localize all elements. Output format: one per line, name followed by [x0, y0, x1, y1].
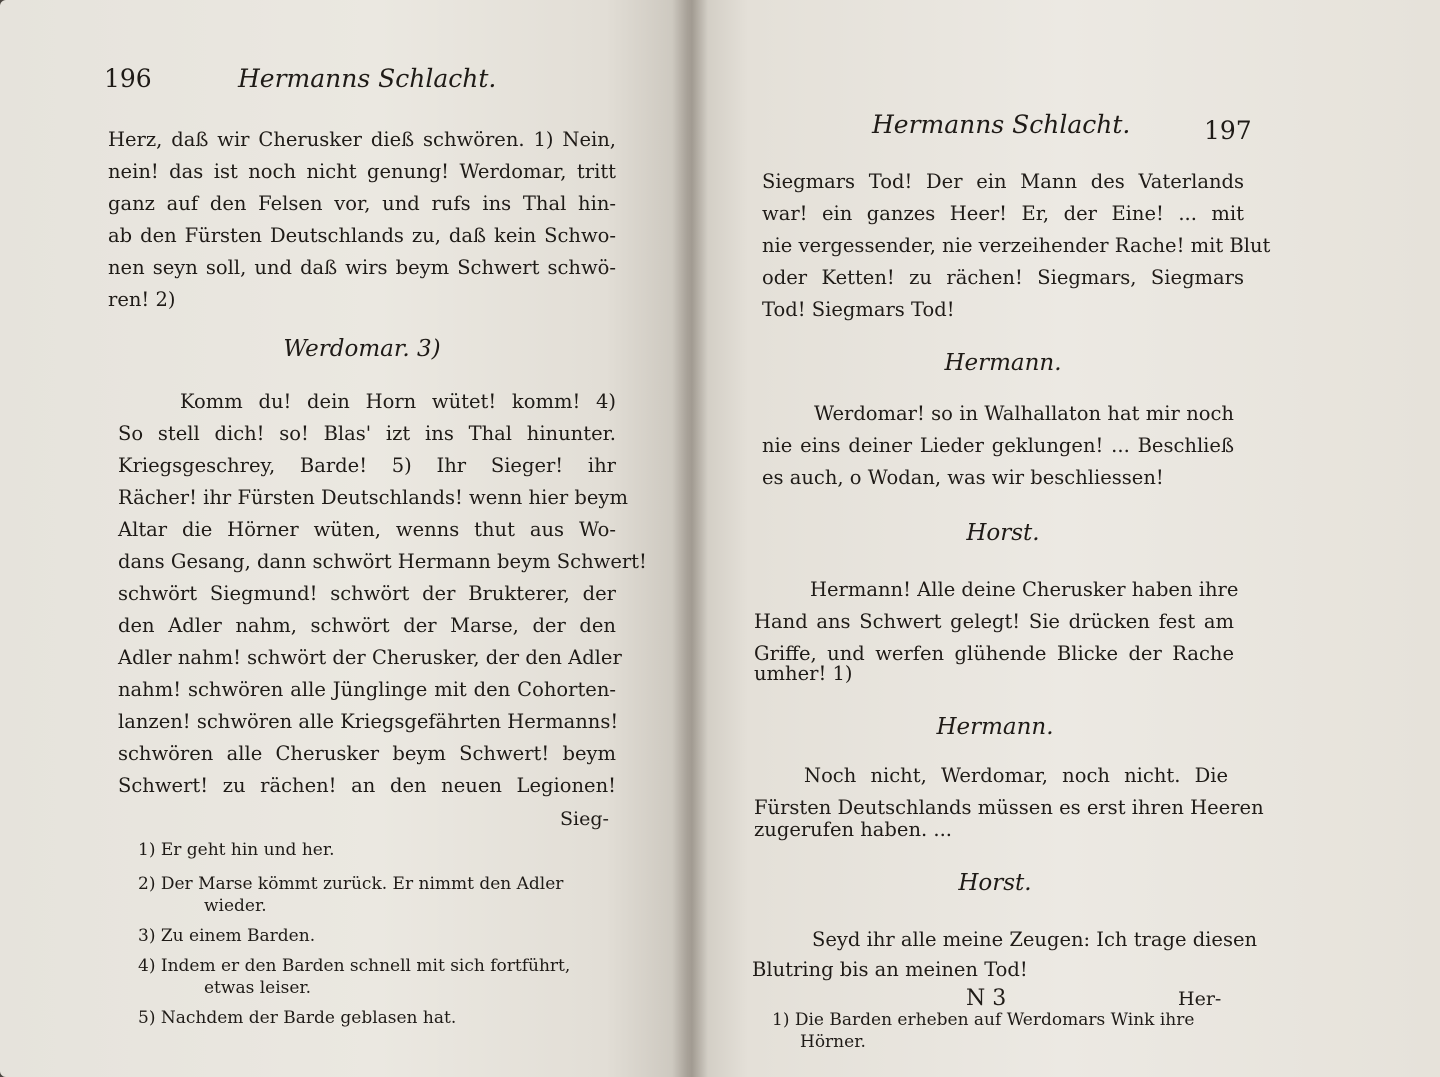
book-gutter	[672, 0, 708, 1077]
running-head: Hermanns Schlacht.	[872, 110, 1131, 139]
footnote: Hörner.	[800, 1032, 866, 1052]
text-line: es auch, o Wodan, was wir beschliessen!	[762, 466, 1164, 489]
text-line: Fürsten Deutschlands müssen es erst ihren Heeren	[754, 796, 1264, 819]
text-line: Werdomar! so in Walhallaton hat mir noch	[814, 402, 1234, 425]
text-line: ab den Fürsten Deutschlands zu, daß kein Schwo-	[108, 224, 616, 247]
footnote: 1) Die Barden erheben auf Werdomars Wink ihre	[772, 1010, 1195, 1030]
speaker-heading: Hermann.	[936, 714, 1054, 740]
text-line: nahm! schwören alle Jünglinge mit den Cohorten-	[118, 678, 616, 701]
text-line: Hermann! Alle deine Cherusker haben ihre	[810, 578, 1239, 601]
text-line: Seyd ihr alle meine Zeugen: Ich trage diesen	[812, 928, 1258, 951]
left-page	[0, 0, 688, 1077]
running-head: Hermanns Schlacht.	[238, 64, 497, 93]
text-line: ren! 2)	[108, 288, 176, 311]
text-line: nie vergessender, nie verzeihender Rache! mit Blut	[762, 234, 1271, 257]
text-line: Noch nicht, Werdomar, noch nicht. Die	[804, 764, 1228, 787]
text-line: nen seyn soll, und daß wirs beym Schwert schwö-	[108, 256, 616, 279]
footnote: 4) Indem er den Barden schnell mit sich fortführt,	[138, 956, 571, 976]
text-line: dans Gesang, dann schwört Hermann beym Schwert!	[118, 550, 647, 573]
text-line: schwört Siegmund! schwört der Brukterer, der	[118, 582, 616, 605]
speaker-heading: Hermann.	[944, 350, 1062, 376]
text-line: war! ein ganzes Heer! Er, der Eine! ... mit	[762, 202, 1244, 225]
text-line: Blutring bis an meinen Tod!	[752, 958, 1028, 981]
speaker-heading: Horst.	[966, 520, 1040, 546]
catchword: Her-	[1178, 988, 1222, 1010]
text-line: Griffe, und werfen glühende Blicke der Rache	[754, 642, 1234, 665]
text-line: nein! das ist noch nicht genung! Werdomar, tritt	[108, 160, 616, 183]
footnote: 1) Er geht hin und her.	[138, 840, 335, 860]
signature-mark: N 3	[966, 986, 1007, 1011]
text-line: umher! 1)	[754, 662, 853, 685]
footnote: 2) Der Marse kömmt zurück. Er nimmt den Adler	[138, 874, 564, 894]
text-line: Tod! Siegmars Tod!	[762, 298, 955, 321]
page-number: 196	[104, 64, 152, 93]
page-number: 197	[1204, 116, 1252, 145]
text-line: schwören alle Cherusker beym Schwert! beym	[118, 742, 616, 765]
text-line: Komm du! dein Horn wütet! komm! 4)	[180, 390, 616, 413]
footnote: 3) Zu einem Barden.	[138, 926, 316, 946]
speaker-heading: Werdomar. 3)	[283, 336, 441, 362]
text-line: zugerufen haben. ...	[754, 818, 953, 841]
text-line: Kriegsgeschrey, Barde! 5) Ihr Sieger! ihr	[118, 454, 616, 477]
text-line: Siegmars Tod! Der ein Mann des Vaterlands	[762, 170, 1244, 193]
text-line: Herz, daß wir Cherusker dieß schwören. 1) Nein,	[108, 128, 616, 151]
text-line: Adler nahm! schwört der Cherusker, der den Adler	[118, 646, 622, 669]
text-line: So stell dich! so! Blas' izt ins Thal hinunter.	[118, 422, 616, 445]
text-line: Rächer! ihr Fürsten Deutschlands! wenn hier beym	[118, 486, 628, 509]
text-line: oder Ketten! zu rächen! Siegmars, Siegmars	[762, 266, 1244, 289]
text-line: Altar die Hörner wüten, wenns thut aus Wo-	[118, 518, 616, 541]
text-line: nie eins deiner Lieder geklungen! ... Beschließ	[762, 434, 1234, 457]
text-line: Schwert! zu rächen! an den neuen Legionen!	[118, 774, 616, 797]
right-page	[688, 0, 1440, 1077]
catchword: Sieg-	[560, 808, 609, 830]
footnote: 5) Nachdem der Barde geblasen hat.	[138, 1008, 457, 1028]
footnote: wieder.	[204, 896, 267, 916]
text-line: lanzen! schwören alle Kriegsgefährten Hermanns!	[118, 710, 619, 733]
footnote: etwas leiser.	[204, 978, 312, 998]
speaker-heading: Horst.	[958, 870, 1032, 896]
text-line: den Adler nahm, schwört der Marse, der den	[118, 614, 616, 637]
text-line: ganz auf den Felsen vor, und rufs ins Thal hin-	[108, 192, 616, 215]
text-line: Hand ans Schwert gelegt! Sie drücken fest am	[754, 610, 1234, 633]
